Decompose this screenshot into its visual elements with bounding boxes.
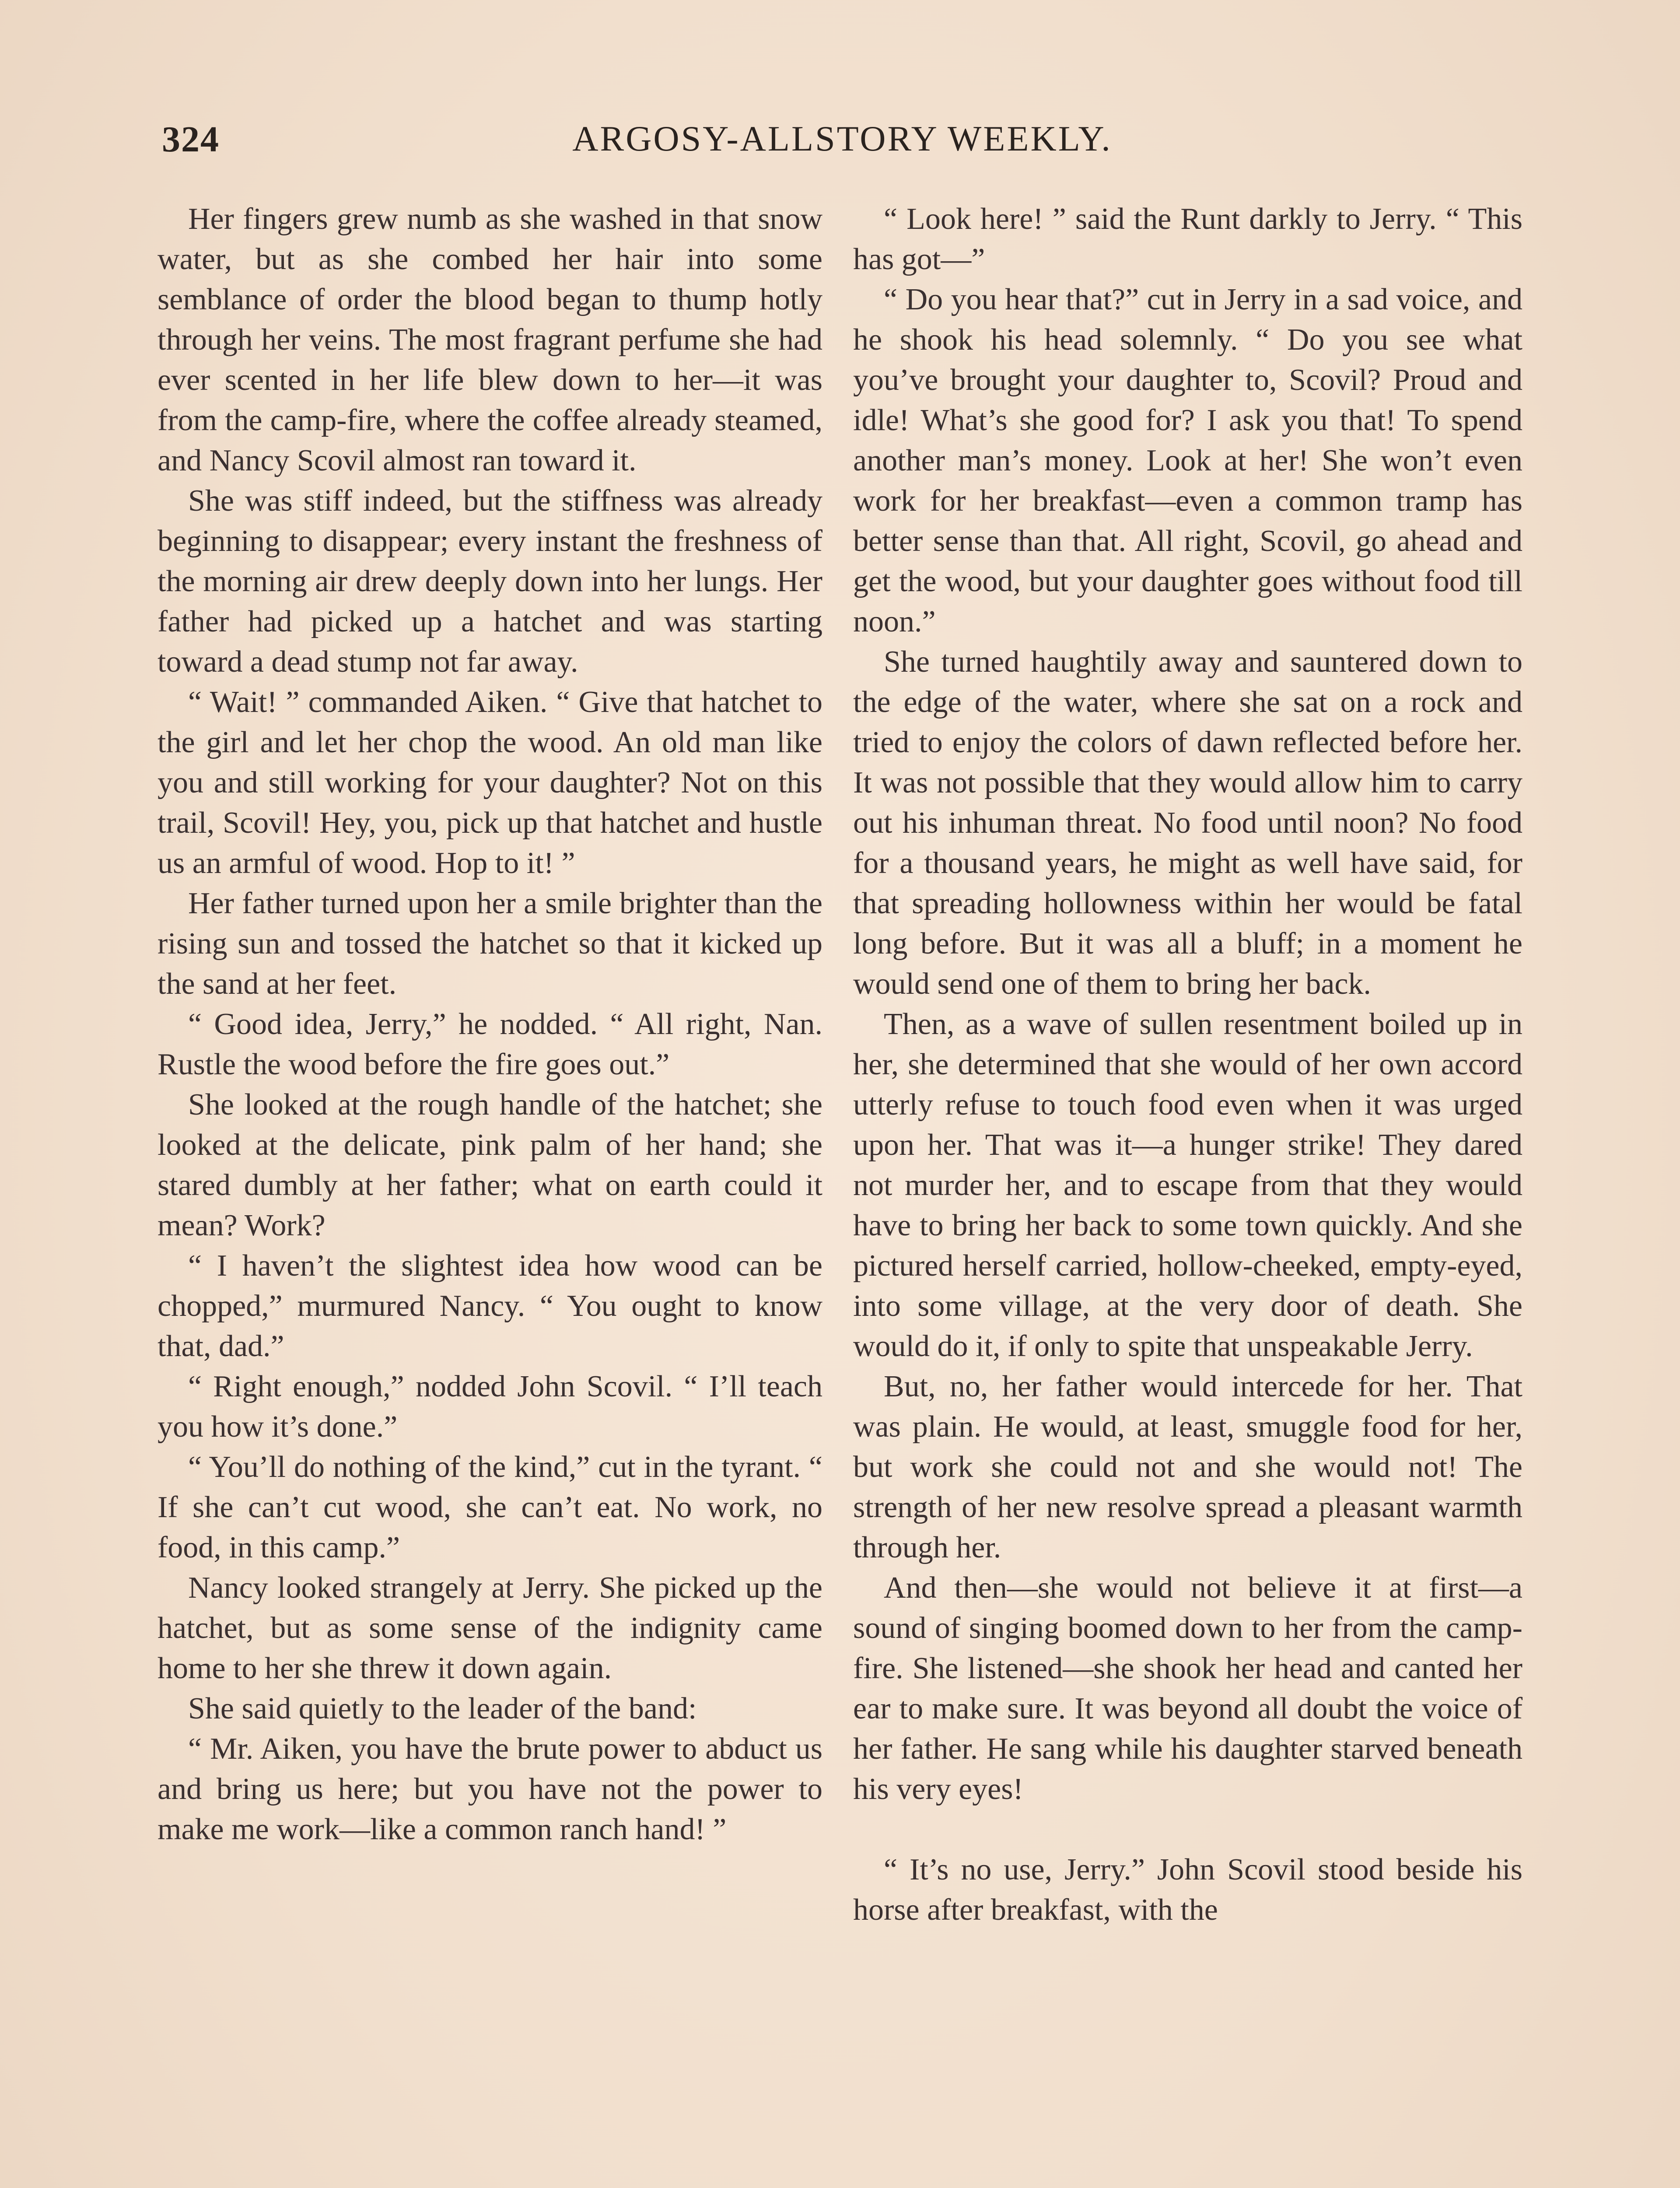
paragraph: She looked at the rough handle of the hatchet; she looked at the delicate, pink palm of her hand; she stared dumbly at her father; what on earth could it mean? Work? xyxy=(158,1088,822,1242)
paragraph: Her father turned upon her a smile brighter than the rising sun and tossed the hatchet so that it kicked up the sand at her feet. xyxy=(158,887,822,1001)
paragraph: “ You’ll do nothing of the kind,” cut in the tyrant. “ If she can’t cut wood, she can’t eat. No work, no food, in this camp.” xyxy=(158,1450,822,1564)
paragraph: But, no, her father would intercede for her. That was plain. He would, at least, smuggle food for her, but work she could not and she would not! The strength of her new resolve spread a pleasant warmth through her. xyxy=(853,1370,1522,1564)
paragraph: “ Right enough,” nodded John Scovil. “ I’ll teach you how it’s done.” xyxy=(158,1370,822,1444)
paragraph: She said quietly to the leader of the band: xyxy=(188,1692,697,1725)
paragraph: “ I haven’t the slightest idea how wood can be chopped,” murmured Nancy. “ You ought to know that, dad.” xyxy=(158,1249,822,1363)
paragraph: Her fingers grew numb as she washed in that snow water, but as she combed her hair into some semblance of order the blood began to thump hotly through her veins. The most fragrant perfume she had ever scented in her life blew down to her—it was from the camp-fire, where the coffee already steamed, and Nancy Scovil almost ran toward it. xyxy=(158,202,822,477)
left-column xyxy=(158,199,822,1850)
paragraph: “ Good idea, Jerry,” he nodded. “ All right, Nan. Rustle the wood before the fire goes out.” xyxy=(158,1007,822,1081)
paragraph: Then, as a wave of sullen resentment boiled up in her, she determined that she would of her own accord utterly refuse to touch food even when it was urged upon her. That was it—a hunger strike! They dared not murder her, and to escape from that they would have to bring her back to some town quickly. And she pictured herself carried, hollow-cheeked, empty-eyed, into some village, at the very door of death. She would do it, if only to spite that unspeakable Jerry. xyxy=(853,1007,1522,1363)
paragraph: “ Wait! ” commanded Aiken. “ Give that hatchet to the girl and let her chop the wood. An old man like you and still working for your daughter? Not on this trail, Scovil! Hey, you, pick up that hatchet and hustle us an armful of wood. Hop to it! ” xyxy=(158,685,822,880)
running-title: ARGOSY-ALLSTORY WEEKLY. xyxy=(572,119,1112,158)
paragraph: Nancy looked strangely at Jerry. She picked up the hatchet, but as some sense of the indignity came home to her she threw it down again. xyxy=(158,1571,822,1685)
paragraph: “ Mr. Aiken, you have the brute power to abduct us and bring us here; but you have not the power to make me work—like a common ranch hand! ” xyxy=(158,1732,822,1846)
paragraph: She was stiff indeed, but the stiffness was already beginning to disappear; every instant the freshness of the morning air drew deeply down into her lungs. Her father had picked up a hatchet and was starting toward a dead stump not far away. xyxy=(158,484,822,679)
paragraph: She turned haughtily away and sauntered down to the edge of the water, where she sat on a rock and tried to enjoy the colors of dawn reflected before her. It was not possible that they would allow him to carry out his inhuman threat. No food until noon? No food for a thousand years, he might as well have said, for that spreading hollowness within her would be fatal long before. But it was all a bluff; in a moment he would send one of them to bring her back. xyxy=(853,645,1522,1001)
paragraph: “ Look here! ” said the Runt darkly to Jerry. “ This has got—” xyxy=(853,202,1522,276)
page-number: 324 xyxy=(162,119,220,160)
right-column xyxy=(853,199,1522,1930)
page-header xyxy=(162,118,1522,171)
paragraph: “ Do you hear that?” cut in Jerry in a sad voice, and he shook his head solemnly. “ Do you see what you’ve brought your daughter to, Scovil? Proud and idle! What’s she good for? I ask you that! To spend another man’s money. Look at her! She won’t even work for her breakfast—even a common tramp has better sense than that. All right, Scovil, go ahead and get the wood, but your daughter goes without food till noon.” xyxy=(853,283,1522,638)
paragraph: “ It’s no use, Jerry.” John Scovil stood beside his horse after breakfast, with the xyxy=(853,1853,1522,1927)
paragraph: And then—she would not believe it at first—a sound of singing boomed down to her from the camp-fire. She listened—she shook her head and canted her ear to make sure. It was beyond all doubt the voice of her father. He sang while his daughter starved beneath his very eyes! xyxy=(853,1571,1522,1806)
